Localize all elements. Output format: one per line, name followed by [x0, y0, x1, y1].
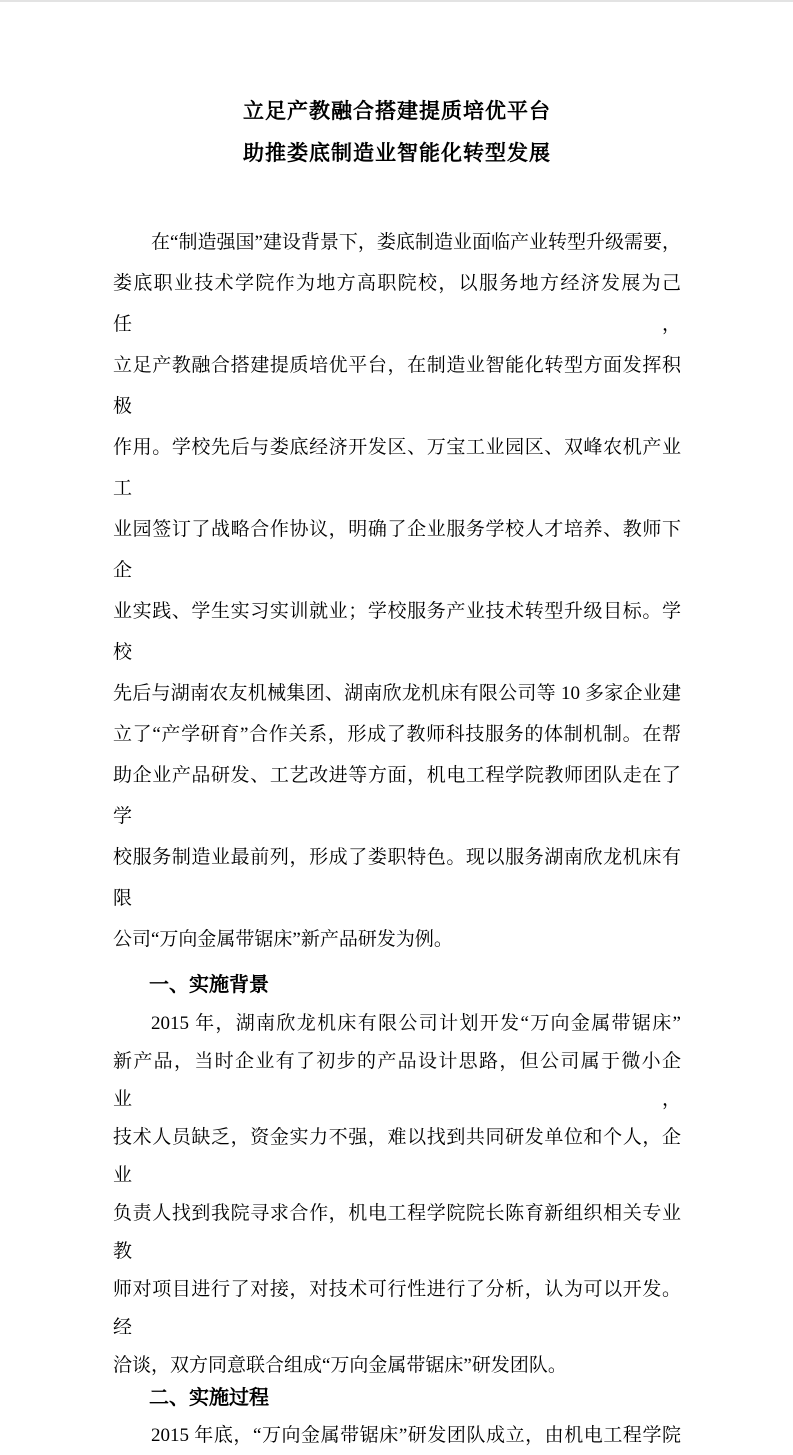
process-paragraph — [113, 1417, 681, 1455]
section-heading-2: 二、实施过程 — [149, 1387, 269, 1409]
paragraph-line: 公司“万向金属带锯床”新产品研发为例。 — [113, 929, 453, 950]
paragraph-line: 负责人找到我院寻求合作，机电工程学院院长陈育新组织相关专业教 — [113, 1203, 681, 1262]
paragraph-line: 作用。学校先后与娄底经济开发区、万宝工业园区、双峰农机产业工 — [113, 437, 681, 499]
paragraph-line: 2015 年，湖南欣龙机床有限公司计划开发“万向金属带锯床” — [151, 1013, 681, 1034]
paragraph-line: 先后与湖南农友机械集团、湖南欣龙机床有限公司等 10 多家企业建 — [113, 683, 681, 704]
paragraph-line: 业实践、学生实习实训就业；学校服务产业技术转型升级目标。学校 — [113, 601, 681, 663]
document-title — [113, 90, 681, 174]
paragraph-line: 在“制造强国”建设背景下，娄底制造业面临产业转型升级需要， — [151, 232, 681, 253]
title-line-2: 助推娄底制造业智能化转型发展 — [243, 141, 551, 165]
paragraph-line: 娄底职业技术学院作为地方高职院校，以服务地方经济发展为己任， — [113, 273, 681, 335]
paragraph-line: 校服务制造业最前列，形成了娄职特色。现以服务湖南欣龙机床有限 — [113, 847, 681, 909]
background-paragraph — [113, 1005, 681, 1385]
paragraph-line: 业园签订了战略合作协议，明确了企业服务学校人才培养、教师下企 — [113, 519, 681, 581]
paragraph-line: 助企业产品研发、工艺改进等方面，机电工程学院教师团队走在了学 — [113, 765, 681, 827]
paragraph-line: 新产品，当时企业有了初步的产品设计思路，但公司属于微小企业， — [113, 1051, 681, 1110]
paragraph-line: 洽谈，双方同意联合组成“万向金属带锯床”研发团队。 — [113, 1355, 567, 1376]
paragraph-line: 2015 年底，“万向金属带锯床”研发团队成立，由机电工程学院 — [151, 1425, 681, 1446]
section-heading-1: 一、实施背景 — [149, 974, 269, 996]
paragraph-line: 立了“产学研育”合作关系，形成了教师科技服务的体制机制。在帮 — [113, 724, 681, 745]
intro-paragraph — [113, 222, 681, 960]
document-content — [113, 0, 681, 1455]
paragraph-line: 技术人员缺乏，资金实力不强，难以找到共同研发单位和个人，企业 — [113, 1127, 681, 1186]
title-line-1: 立足产教融合搭建提质培优平台 — [243, 99, 551, 123]
paragraph-line: 师对项目进行了对接，对技术可行性进行了分析，认为可以开发。经 — [113, 1279, 681, 1338]
paragraph-line: 立足产教融合搭建提质培优平台，在制造业智能化转型方面发挥积极 — [113, 355, 681, 417]
